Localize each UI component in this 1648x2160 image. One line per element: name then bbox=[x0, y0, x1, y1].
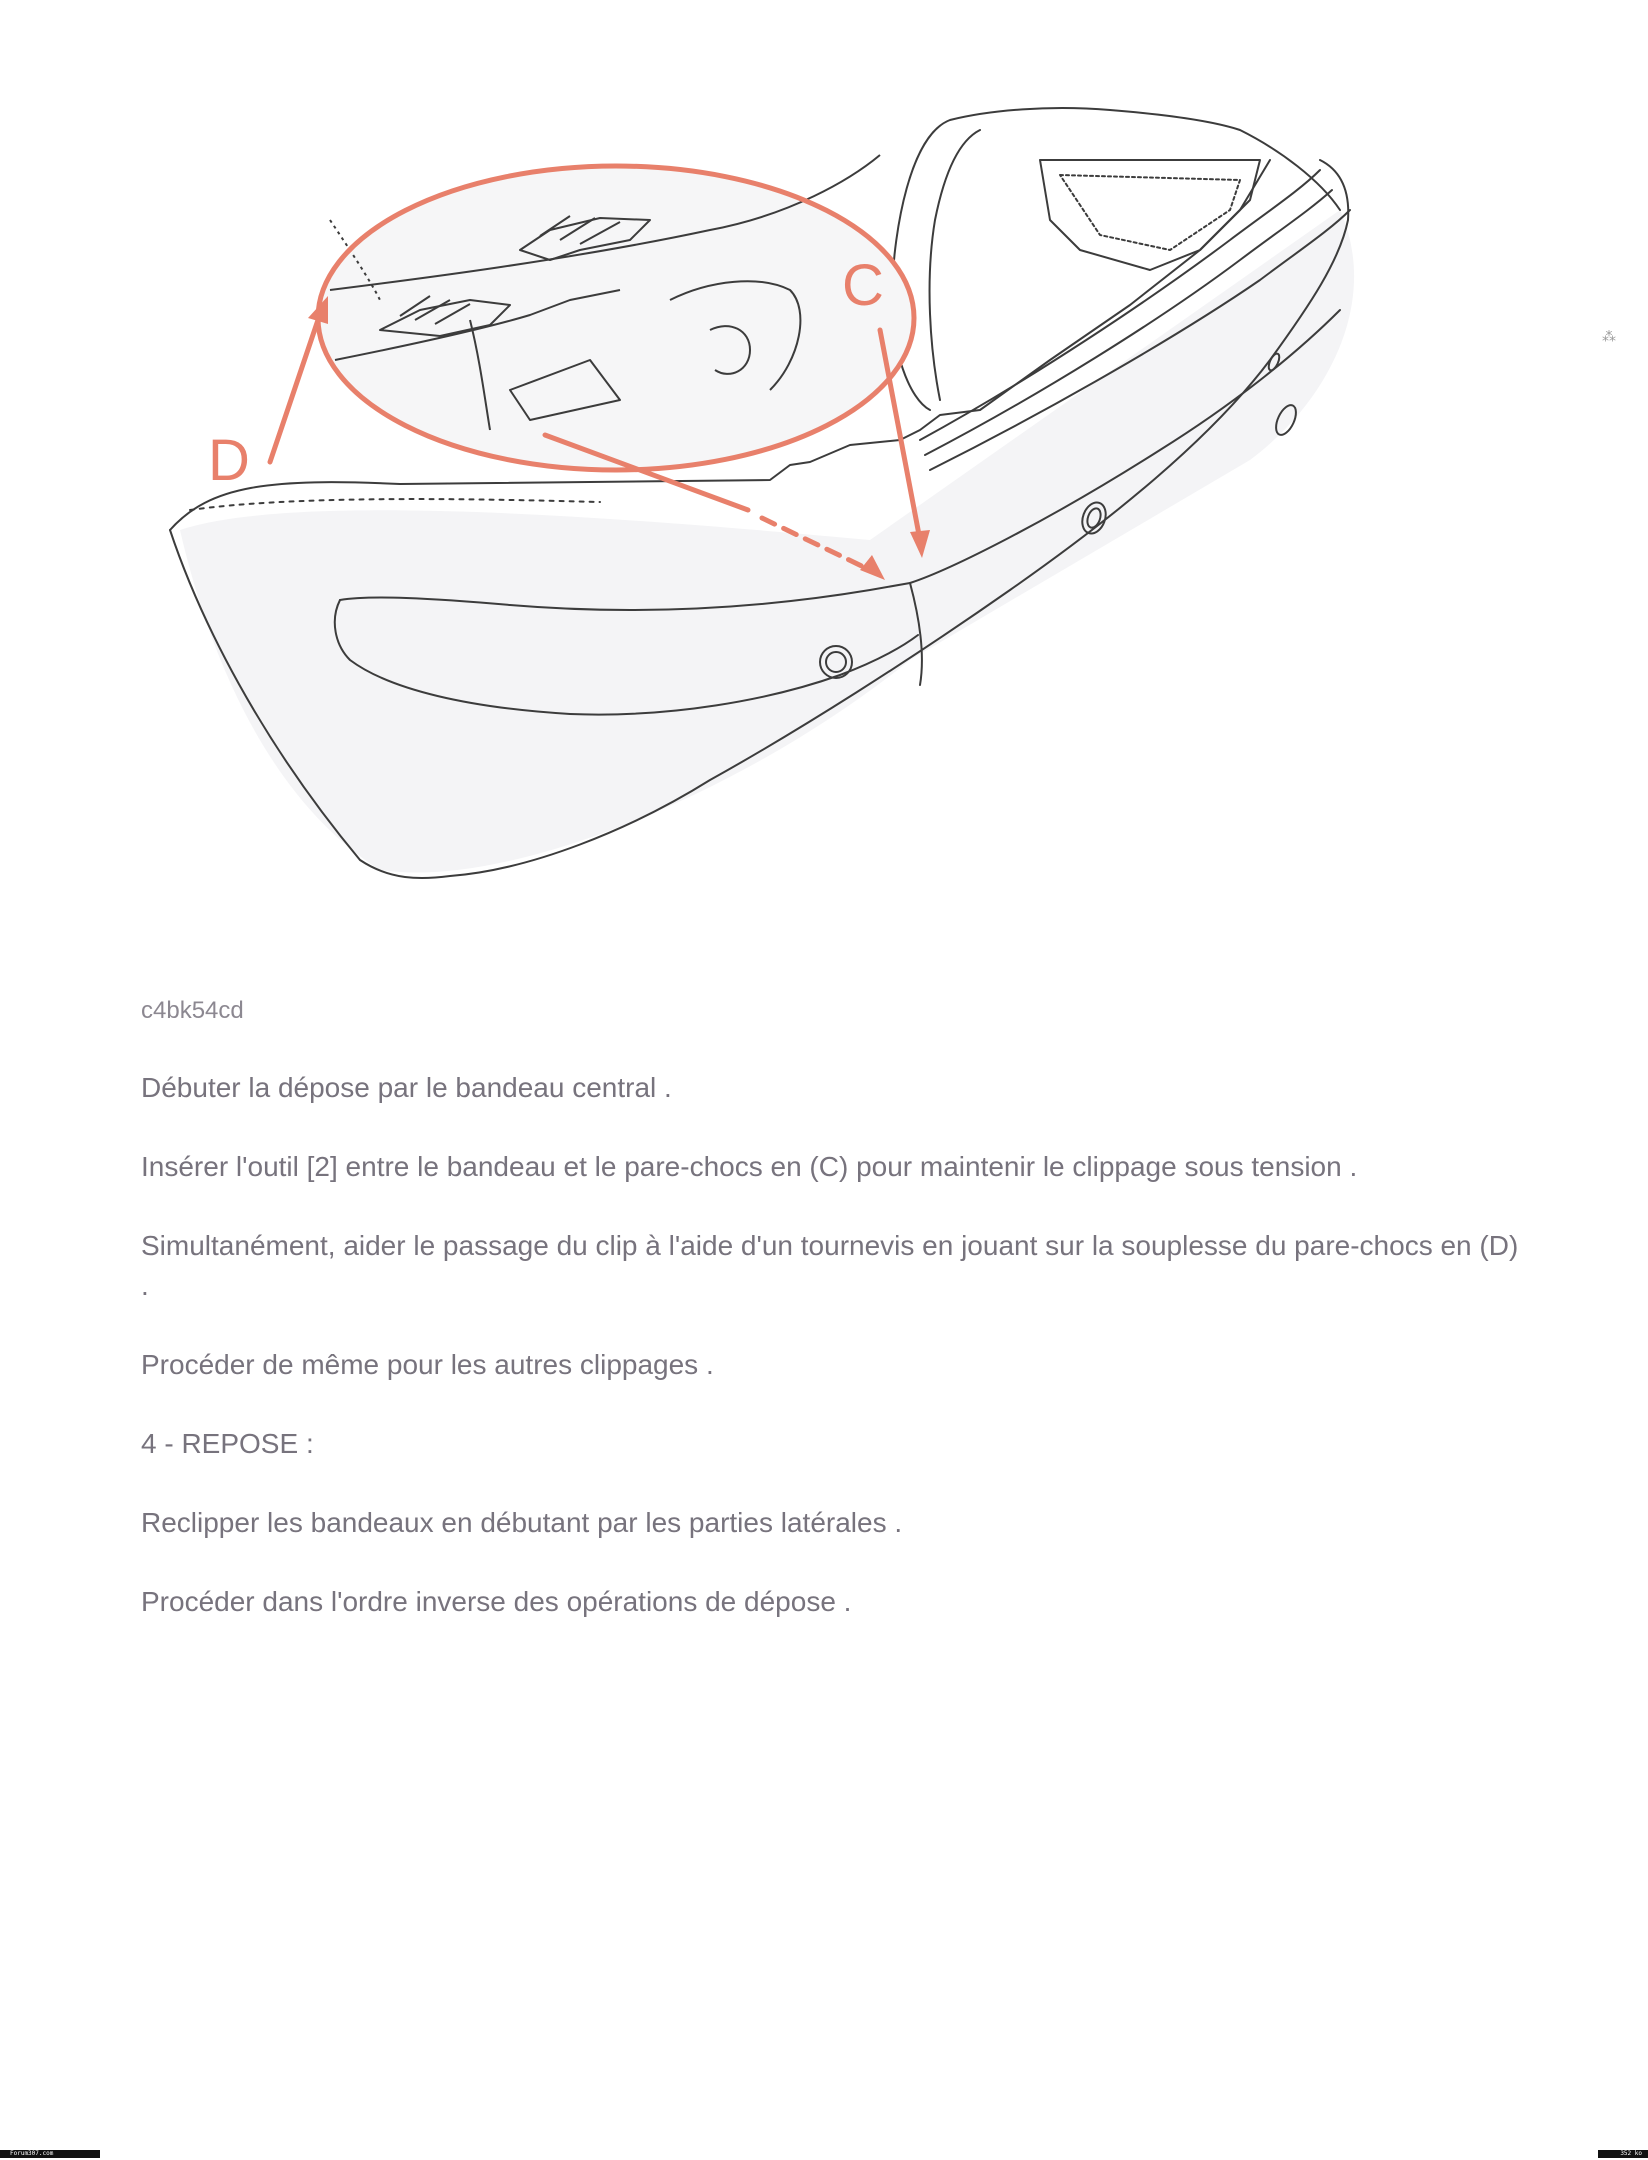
instructions-block bbox=[141, 995, 1521, 1661]
bumper-diagram bbox=[150, 100, 1370, 930]
instruction-paragraph: Simultanément, aider le passage du clip à l'aide d'un tournevis en jouant sur la souplesse du pare-chocs en (D) . bbox=[141, 1230, 1519, 1302]
bumper-illustration bbox=[150, 100, 1370, 930]
instruction-paragraph: Débuter la dépose par le bandeau central . bbox=[141, 1072, 672, 1104]
magnifier-detail bbox=[318, 155, 914, 470]
footer-size-label: 352 ko bbox=[1598, 2150, 1648, 2158]
instruction-paragraph: Reclipper les bandeaux en débutant par les parties latérales . bbox=[141, 1507, 903, 1539]
d-arrow bbox=[270, 314, 320, 462]
footer-source-label: Forum307.com bbox=[0, 2150, 100, 2158]
instruction-paragraph: Insérer l'outil [2] entre le bandeau et le pare-chocs en (C) pour maintenir le clippage sous tension . bbox=[141, 1151, 1358, 1183]
instruction-paragraph: Procéder dans l'ordre inverse des opérations de dépose . bbox=[141, 1586, 852, 1618]
reference-code: c4bk54cd bbox=[141, 997, 244, 1024]
callout-label-d: D bbox=[208, 428, 250, 493]
callout-label-c: C bbox=[842, 253, 884, 318]
section-heading: 4 - REPOSE : bbox=[141, 1428, 314, 1460]
instruction-paragraph: Procéder de même pour les autres clippages . bbox=[141, 1349, 714, 1381]
scan-speck: ⁂ bbox=[1602, 328, 1616, 344]
